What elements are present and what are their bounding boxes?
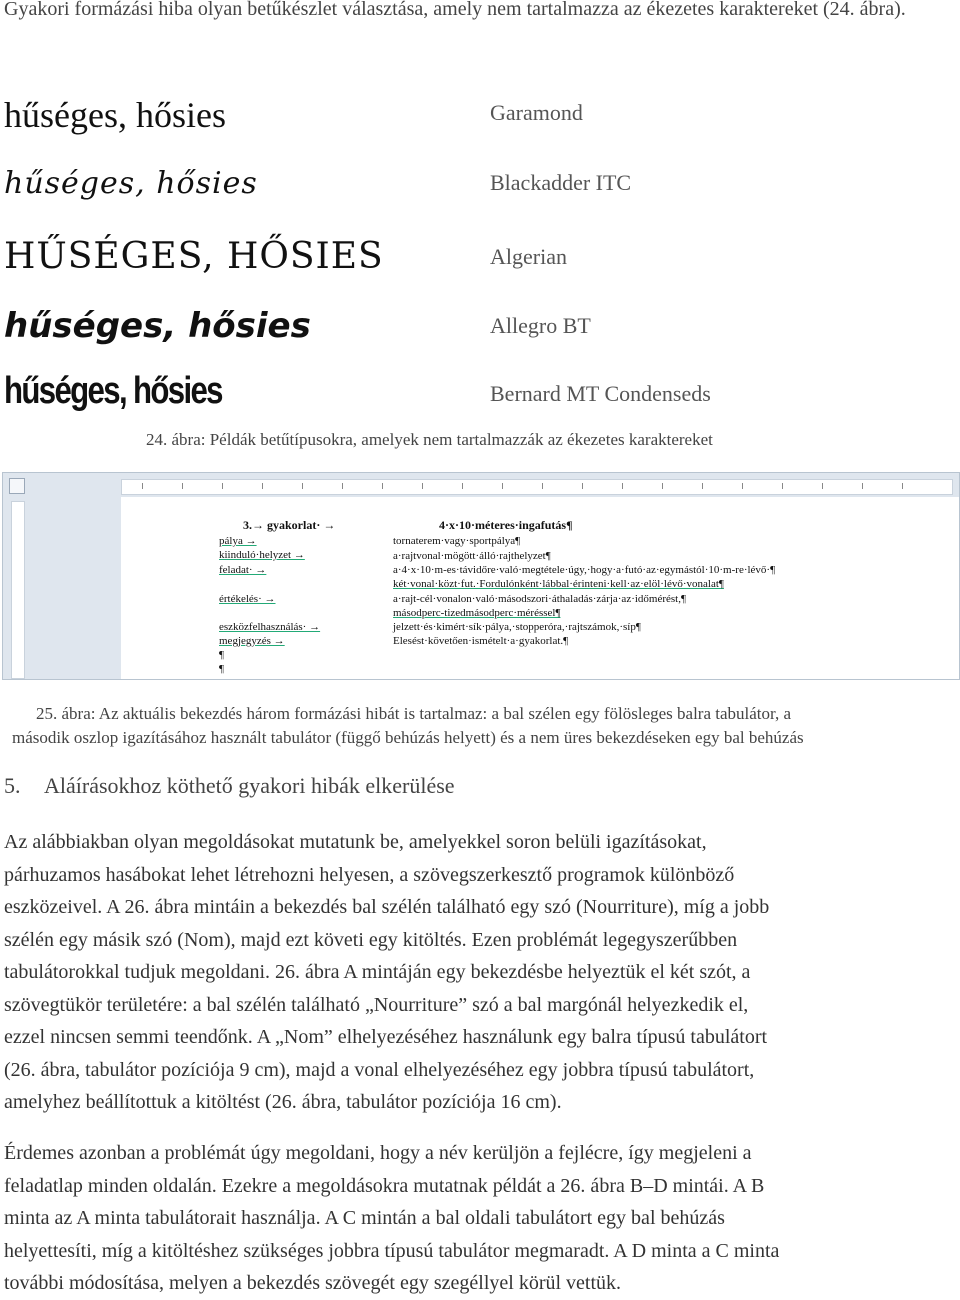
section-title: Aláírásokhoz köthető gyakori hibák elkerülése: [44, 773, 455, 798]
right-item: a·4·x·10·m-es·távidőre·való·megtétele·úgy,·hogy·a·futó·az·egymástól·10·m-re·lévő·¶: [393, 564, 776, 576]
figure-25-caption-line1: 25. ábra: Az aktuális bekezdés három formázási hibát is tartalmaz: a bal szélen egy fölösleges balra tabulátor, a: [36, 704, 792, 723]
right-item: a·rajtvonal·mögött·álló·rajthelyzet¶: [393, 550, 551, 562]
left-item: értékelés· →: [219, 593, 276, 605]
word-editor-screenshot: [2, 472, 960, 680]
right-item: Elesést·követően·ismételt·a·gyakorlat.¶: [393, 635, 569, 647]
left-item: ¶: [219, 649, 224, 661]
figure-24-caption: 24. ábra: Példák betűtípusokra, amelyek nem tartalmazzák az ékezetes karaktereket: [146, 430, 713, 449]
paragraph-1: [4, 826, 956, 1119]
paragraph-line: feladatlap minden oldalán. Ezekre a megoldásokra mutatnak példát a 26. ábra B–D mintái. A B: [4, 1174, 765, 1197]
section-number: 5.: [4, 773, 21, 798]
right-item: két·vonal·közt·fut.·Fordulónként·lábbal·érinteni·kell·az·elöl·lévő·vonalat¶: [393, 578, 724, 590]
font-name-bernard: Bernard MT Condenseds: [490, 381, 711, 406]
left-item: pálya →: [219, 535, 257, 547]
intro-paragraph: Gyakori formázási hiba olyan betűkészlet választása, amely nem tartalmazza az ékezetes karaktereket (24. ábra).: [4, 0, 906, 20]
left-item: megjegyzés →: [219, 635, 285, 647]
font-name-blackadder: Blackadder ITC: [490, 170, 632, 195]
tab-selector: [9, 478, 25, 494]
paragraph-line: eszközeivel. A 26. ábra mintáin a bekezdés bal szélén található egy szó (Nourriture), míg a jobb: [4, 896, 770, 918]
paragraph-line: tabulátorokkal tudjuk megoldani. 26. ábra A mintáján egy bekezdésbe helyeztük el két szót, a: [4, 961, 751, 983]
left-item: kiinduló·helyzet →: [219, 549, 305, 561]
font-name-algerian: Algerian: [490, 244, 567, 269]
left-item: feladat· →: [219, 564, 267, 576]
paragraph-line: amelyhez beállítottuk a kitöltést (26. ábra, tabulátor pozíciója 16 cm).: [4, 1091, 562, 1113]
right-item: jelzett·és·kimért·sík·pálya,·stopperóra,·rajtszámok,·síp¶: [393, 621, 641, 633]
document-page: [121, 497, 959, 680]
font-name-garamond: Garamond: [490, 100, 583, 125]
sample-garamond: hűséges, hősies: [4, 95, 226, 135]
paragraph-line: Az alábbiakban olyan megoldásokat mutatunk be, amelyekkel soron belüli igazításokat,: [4, 831, 707, 853]
font-name-allegro: Allegro BT: [490, 313, 591, 338]
sample-blackadder: hűséges, hősies: [4, 166, 258, 201]
paragraph-line: helyettesíti, míg a kitöltéshez szükséges jobbra típusú tabulátor megmaradt. A D minta a C minta: [4, 1239, 780, 1262]
sample-algerian: HŰSÉGES, HŐSIES: [4, 236, 384, 277]
right-item: a·rajt-cél·vonalon·való·másodszori·áthaladás·zárja·az·időmérést,¶: [393, 593, 686, 605]
figure-25-caption-line2: második oszlop igazításához használt tabulátor (függő behúzás helyett) és a nem üres bekezdéseken egy bal behúzás: [12, 728, 804, 747]
sample-bernard: hűséges, hősies: [4, 370, 222, 412]
paragraph-line: ezzel nincsen semmi teendőnk. A „Nom” elhelyezéséhez használunk egy balra típusú tabulátort: [4, 1026, 768, 1048]
paragraph-2: [4, 1137, 956, 1300]
exercise-number: 3.→ gyakorlat· →: [243, 518, 336, 532]
sample-allegro: hűséges, hősies: [4, 306, 311, 346]
paragraph-line: párhuzamos hasábokat lehet létrehozni helyesen, a szövegszerkesztő programok különböző: [4, 863, 735, 886]
right-item: tornaterem·vagy·sportpálya¶: [393, 535, 521, 547]
horizontal-ruler: [121, 479, 953, 495]
paragraph-line: szélén egy másik szó (Nom), majd ezt követi egy kitöltés. Ezen problémát legegyszerűbben: [4, 928, 738, 951]
left-item: eszközfelhasználás· →: [219, 621, 321, 633]
paragraph-line: (26. ábra, tabulátor pozíciója 9 cm), majd a vonal elhelyezéséhez egy jobbra típusú tabulátort,: [4, 1058, 755, 1081]
paragraph-line: szövegtükör területére: a bal szélén található „Nourriture” szó a bal margónál helyezkedik el,: [4, 993, 749, 1016]
right-item: másodperc-tizedmásodperc·méréssel¶: [393, 607, 561, 619]
paragraph-line: további módosítása, melyen a bekezdés szövegét egy szegéllyel körül vettük.: [4, 1272, 622, 1294]
vertical-ruler: [11, 501, 25, 679]
paragraph-line: minta az A minta tabulátorait használja. A C mintán a bal oldali tabulátort egy bal behúzás: [4, 1207, 725, 1229]
exercise-title: 4·x·10·méteres·ingafutás¶: [439, 518, 573, 532]
left-item: ¶: [219, 663, 224, 675]
paragraph-line: Érdemes azonban a problémát úgy megoldani, hogy a név kerüljön a fejlécre, így megjeleni a: [4, 1142, 752, 1164]
